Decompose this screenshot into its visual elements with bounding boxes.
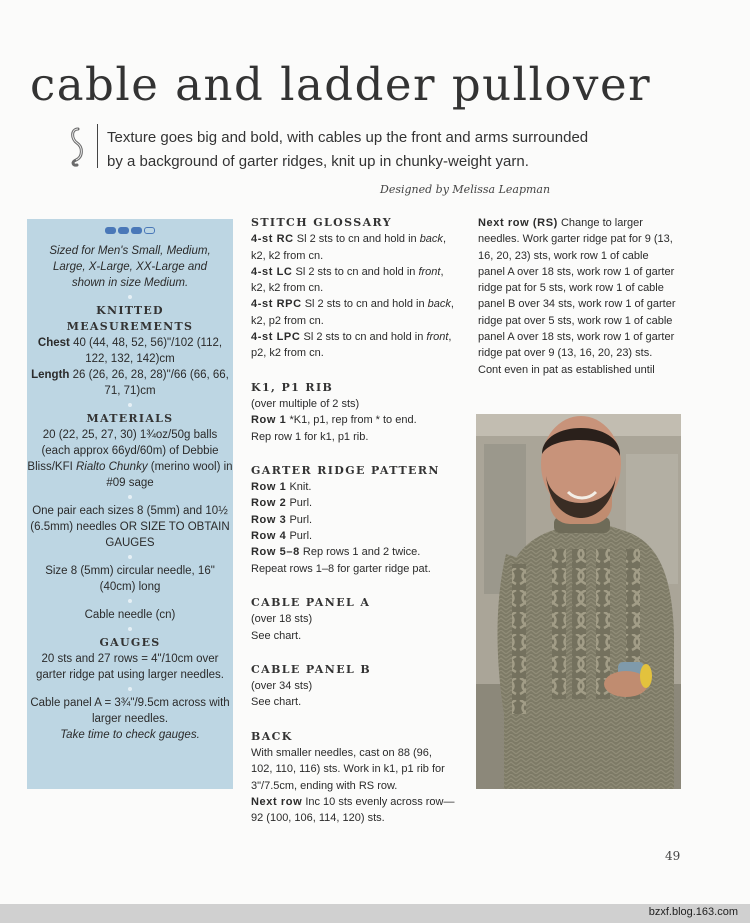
- page-title: cable and ladder pullover: [30, 58, 652, 111]
- skill-level-filled-icon: [105, 227, 116, 234]
- glossary-text: Sl 2 sts to cn and hold in: [301, 298, 428, 311]
- designer-credit: Designed by Melissa Leapman: [380, 183, 551, 196]
- back-instructions: With smaller needles, cast on 88 (96, 102, 110, 116) sts. Work in k1, p1 rib for 3"/7.5cm, ending with RS row.: [251, 747, 445, 792]
- divider-dot: [128, 495, 132, 499]
- row-text: Rep rows 1 and 2 twice.: [299, 546, 421, 559]
- divider-dot: [128, 599, 132, 603]
- needles-spec: One pair each sizes 8 (5mm) and 10½ (6.5mm) needles OR SIZE TO OBTAIN GAUGES: [30, 505, 230, 549]
- watermark-bar: [0, 904, 750, 923]
- divider-dot: [128, 403, 132, 407]
- cable-panel-b-see-chart: See chart.: [251, 696, 302, 709]
- yarn-spec: [27, 427, 233, 491]
- intro-line-1: Texture goes big and bold, with cables up the front and arms surrounded: [107, 129, 589, 146]
- instructions-column-3: [478, 215, 678, 378]
- row-text: *K1, p1, rep from * to end.: [286, 414, 417, 427]
- glossary-text: , k2, k2 from cn.: [251, 265, 444, 295]
- skill-level-empty-icon: [144, 227, 155, 234]
- chest-value: 40 (44, 48, 52, 56)"/102 (112, 122, 132, 142)cm: [69, 337, 223, 365]
- cable-panel-a-note: (over 18 sts): [251, 613, 313, 626]
- next-row-rs: [478, 215, 678, 378]
- row-label: Row 1: [251, 414, 287, 427]
- glossary-direction: front: [426, 331, 449, 344]
- skill-level-filled-icon: [131, 227, 142, 234]
- garter-row: [251, 544, 456, 560]
- glossary-item: [251, 296, 456, 329]
- circular-needle-spec: Size 8 (5mm) circular needle, 16" (40cm) long: [45, 565, 215, 593]
- row-text: Purl.: [286, 497, 313, 510]
- skill-level-indicator: [27, 227, 233, 237]
- glossary-item: [251, 231, 456, 264]
- sweater-model-illustration: [476, 414, 681, 789]
- chest-label: Chest: [37, 337, 70, 349]
- glossary-text: , k2, k2 from cn.: [251, 233, 446, 262]
- garter-row: [251, 495, 456, 511]
- divider-dot: [128, 627, 132, 631]
- rib-heading: K1, P1 RIB: [251, 380, 334, 394]
- instructions-column-2: [251, 215, 456, 827]
- stitch-glossary-heading: STITCH GLOSSARY: [251, 216, 392, 229]
- row-label: Next row (RS): [478, 217, 558, 229]
- divider-dot: [128, 555, 132, 559]
- garter-heading: GARTER RIDGE PATTERN: [251, 463, 440, 477]
- cable-panel-b-heading: CABLE PANEL B: [251, 662, 372, 676]
- gauges-heading: GAUGES: [99, 636, 161, 649]
- glossary-term: 4-st RPC: [251, 298, 302, 311]
- yarn-amount: 20 (22, 25, 27, 30) 1¾oz/50g balls (each approx 66yd/60m) of Debbie Bliss/KFI: [27, 429, 219, 473]
- gauge-cable: Cable panel A = 3¾"/9.5cm across with larger needles.: [30, 697, 230, 725]
- gauge-garter: 20 sts and 27 rows = 4"/10cm over garter ridge pat using larger needles.: [36, 653, 224, 681]
- back-next-row: [251, 794, 456, 827]
- intro-line-2: by a background of garter ridges, knit up in chunky-weight yarn.: [107, 153, 529, 170]
- glossary-text: , p2, k2 from cn.: [251, 331, 452, 360]
- row-label: Row 3: [251, 513, 287, 526]
- row-label: Row 5–8: [251, 546, 300, 559]
- gauge-note: [27, 727, 233, 743]
- divider-dot: [128, 295, 132, 299]
- length-value: 26 (26, 26, 28, 28)"/66 (66, 66, 71, 71)cm: [69, 369, 229, 397]
- page-number: 49: [665, 849, 681, 863]
- cable-panel-b-note: (over 34 sts): [251, 680, 313, 693]
- row-text: Purl.: [286, 513, 313, 526]
- glossary-text: , k2, p2 from cn.: [251, 298, 454, 327]
- row-text: Inc 10 sts evenly across row—92 (100, 106, 114, 120) sts.: [251, 795, 455, 825]
- garter-row: [251, 528, 456, 544]
- intro-divider: [97, 124, 98, 168]
- row-label: Row 4: [251, 530, 287, 543]
- glossary-item: [251, 264, 456, 297]
- rib-row-1: [251, 412, 456, 428]
- yarn-color: (merino wool) in #09 sage: [106, 461, 233, 489]
- yarn-name: Rialto Chunky: [75, 461, 148, 473]
- cable-needle-spec: Cable needle (cn): [84, 609, 176, 621]
- watermark-text: bzxf.blog.163.com: [648, 906, 738, 918]
- cable-panel-a-heading: CABLE PANEL A: [251, 595, 371, 609]
- skill-level-filled-icon: [118, 227, 129, 234]
- garter-row: [251, 512, 456, 528]
- intro-text: [107, 126, 707, 174]
- glossary-direction: back: [419, 233, 443, 246]
- length-measurement: [27, 367, 233, 399]
- garter-repeat: Repeat rows 1–8 for garter ridge pat.: [251, 562, 431, 575]
- glossary-direction: front: [418, 265, 441, 278]
- materials-heading: MATERIALS: [86, 412, 174, 425]
- glossary-term: 4-st LPC: [251, 331, 301, 344]
- gauge-note-text: Take time to check gauges.: [60, 729, 200, 741]
- row-text: Purl.: [286, 530, 313, 543]
- glossary-item: [251, 329, 456, 362]
- glossary-text: Sl 2 sts to cn and hold in: [293, 233, 420, 246]
- rib-repeat: Rep row 1 for k1, p1 rib.: [251, 430, 369, 443]
- back-heading: BACK: [251, 729, 293, 743]
- row-text: Change to larger needles. Work garter ridge pat for 9 (13, 16, 20, 23) sts, work row 1 of cable panel A over 18 sts, work row 1 of garter ridge pat for 5 sts, work row 1 of cable panel B over 34 sts, work row 1 of garter ridge pat over 5 sts, work row 1 of cable panel A over 18 sts, work row 1 of garter ridge pat over 9 (13, 16, 20, 23) sts. Cont even in pat as established until: [478, 217, 676, 376]
- stitch-marker-icon: [68, 126, 86, 168]
- row-label: Next row: [251, 795, 303, 808]
- garter-row: [251, 479, 456, 495]
- glossary-text: Sl 2 sts to cn and hold in: [292, 265, 419, 278]
- length-label: Length: [31, 369, 70, 381]
- pattern-info-sidebar: [27, 219, 233, 789]
- size-note: Sized for Men's Small, Medium, Large, X-Large, XX-Large and shown in size Medium.: [49, 245, 211, 289]
- glossary-text: Sl 2 sts to cn and hold in: [300, 331, 427, 344]
- cable-panel-a-see-chart: See chart.: [251, 629, 302, 642]
- row-label: Row 1: [251, 481, 287, 494]
- measurements-heading: [27, 303, 233, 335]
- rib-note: (over multiple of 2 sts): [251, 397, 360, 410]
- measurements-heading-line-2: MEASUREMENTS: [66, 320, 194, 333]
- measurements-heading-line-1: KNITTED: [96, 304, 164, 317]
- glossary-term: 4-st RC: [251, 233, 294, 246]
- glossary-term: 4-st LC: [251, 265, 293, 278]
- glossary-direction: back: [427, 298, 451, 311]
- chest-measurement: [27, 335, 233, 367]
- row-label: Row 2: [251, 497, 287, 510]
- model-photo: [476, 414, 681, 789]
- row-text: Knit.: [286, 481, 312, 494]
- divider-dot: [128, 687, 132, 691]
